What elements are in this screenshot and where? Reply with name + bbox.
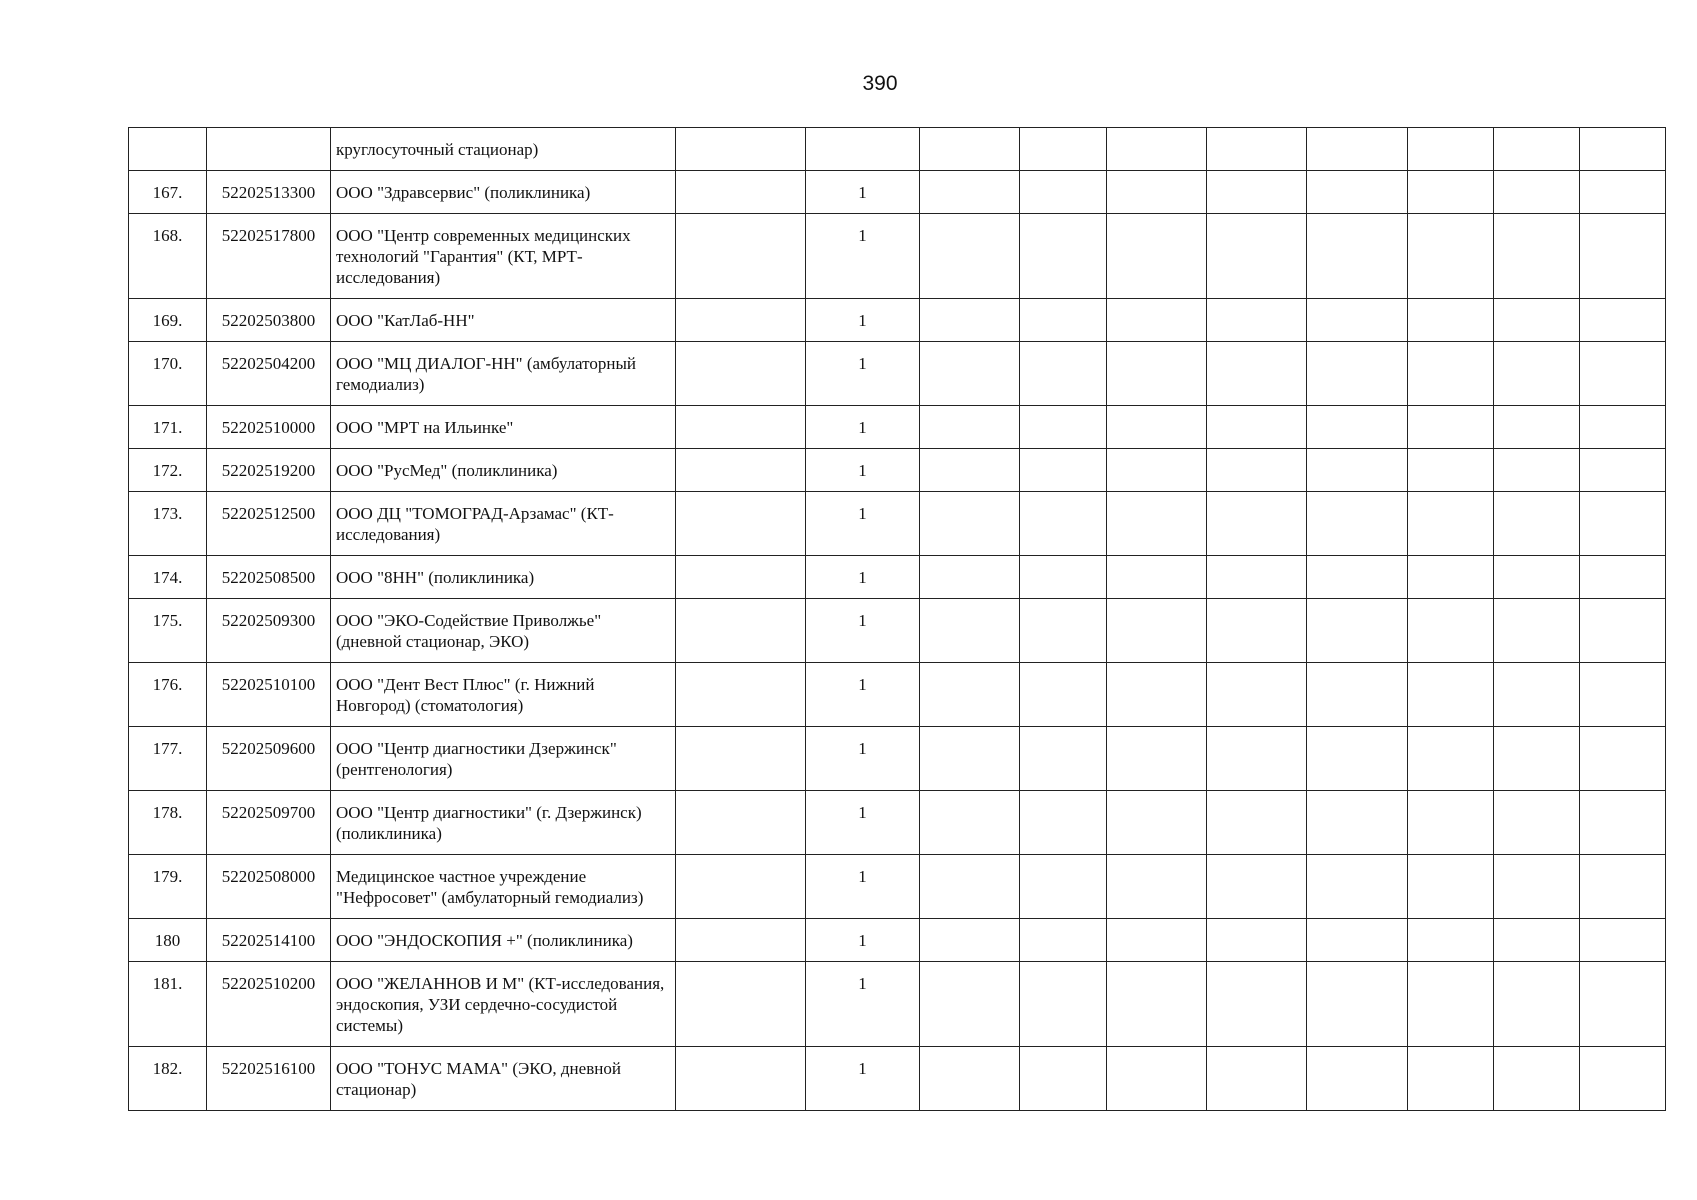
indicator-cell: 1 [806, 556, 920, 599]
empty-cell [1580, 406, 1666, 449]
empty-cell [676, 727, 806, 791]
empty-cell [920, 919, 1020, 962]
registry-code-cell: 52202503800 [207, 299, 331, 342]
empty-cell [1020, 599, 1107, 663]
registry-code-cell: 52202509300 [207, 599, 331, 663]
empty-cell [1307, 214, 1408, 299]
row-number-cell: 172. [129, 449, 207, 492]
table-row [129, 128, 1666, 171]
empty-cell [1408, 492, 1494, 556]
table-row [129, 299, 1666, 342]
empty-cell [1494, 663, 1580, 727]
empty-cell [1494, 791, 1580, 855]
row-number-cell: 167. [129, 171, 207, 214]
organization-name-cell: ООО "Дент Вест Плюс" (г. Нижний Новгород) (стоматология) [331, 663, 676, 727]
table-row [129, 214, 1666, 299]
empty-cell [1107, 962, 1207, 1047]
empty-cell [1580, 919, 1666, 962]
indicator-cell: 1 [806, 855, 920, 919]
row-number-cell: 181. [129, 962, 207, 1047]
empty-cell [1408, 449, 1494, 492]
registry-code-cell: 52202510200 [207, 962, 331, 1047]
row-number-cell: 175. [129, 599, 207, 663]
organization-name-cell: ООО "ЖЕЛАННОВ И М" (КТ-исследования, эндоскопия, УЗИ сердечно-сосудистой системы) [331, 962, 676, 1047]
empty-cell [1307, 727, 1408, 791]
empty-cell [1408, 599, 1494, 663]
empty-cell [1107, 1047, 1207, 1111]
organization-name-cell: ООО "ТОНУС МАМА" (ЭКО, дневной стационар) [331, 1047, 676, 1111]
empty-cell [1020, 1047, 1107, 1111]
empty-cell [1494, 599, 1580, 663]
empty-cell [1494, 727, 1580, 791]
empty-cell [1020, 791, 1107, 855]
indicator-cell: 1 [806, 1047, 920, 1111]
empty-cell [676, 171, 806, 214]
empty-cell [1580, 342, 1666, 406]
empty-cell [1107, 492, 1207, 556]
empty-cell [1494, 128, 1580, 171]
indicator-cell: 1 [806, 342, 920, 406]
empty-cell [1494, 556, 1580, 599]
empty-cell [1107, 406, 1207, 449]
organizations-table [128, 127, 1666, 1111]
registry-code-cell: 52202509700 [207, 791, 331, 855]
empty-cell [1494, 855, 1580, 919]
empty-cell [1307, 128, 1408, 171]
empty-cell [676, 492, 806, 556]
empty-cell [1494, 406, 1580, 449]
empty-cell [1494, 299, 1580, 342]
organization-name-cell: ООО "МЦ ДИАЛОГ-НН" (амбулаторный гемодиализ) [331, 342, 676, 406]
empty-cell [1207, 919, 1307, 962]
empty-cell [1107, 663, 1207, 727]
empty-cell [1307, 556, 1408, 599]
empty-cell [1580, 171, 1666, 214]
empty-cell [1307, 855, 1408, 919]
organization-name-cell: ООО "8НН" (поликлиника) [331, 556, 676, 599]
empty-cell [1408, 663, 1494, 727]
empty-cell [1408, 299, 1494, 342]
empty-cell [920, 406, 1020, 449]
table-row [129, 855, 1666, 919]
empty-cell [1207, 791, 1307, 855]
registry-code-cell: 52202504200 [207, 342, 331, 406]
empty-cell [1307, 171, 1408, 214]
empty-cell [676, 406, 806, 449]
empty-cell [1580, 663, 1666, 727]
empty-cell [1408, 962, 1494, 1047]
empty-cell [1494, 214, 1580, 299]
registry-code-cell: 52202513300 [207, 171, 331, 214]
empty-cell [1494, 171, 1580, 214]
empty-cell [1020, 449, 1107, 492]
organization-name-cell: ООО "Центр современных медицинских технологий "Гарантия" (КТ, МРТ-исследования) [331, 214, 676, 299]
empty-cell [920, 1047, 1020, 1111]
table-body [129, 128, 1666, 1111]
empty-cell [676, 128, 806, 171]
empty-cell [920, 855, 1020, 919]
empty-cell [1494, 1047, 1580, 1111]
empty-cell [1408, 791, 1494, 855]
registry-code-cell: 52202517800 [207, 214, 331, 299]
empty-cell [1580, 214, 1666, 299]
empty-cell [1207, 171, 1307, 214]
row-number-cell: 169. [129, 299, 207, 342]
empty-cell [1107, 128, 1207, 171]
table-row [129, 171, 1666, 214]
empty-cell [1408, 171, 1494, 214]
empty-cell [1307, 1047, 1408, 1111]
empty-cell [1408, 727, 1494, 791]
empty-cell [1207, 128, 1307, 171]
empty-cell [920, 727, 1020, 791]
empty-cell [1307, 791, 1408, 855]
empty-cell [1020, 727, 1107, 791]
organization-name-cell: ООО "МРТ на Ильинке" [331, 406, 676, 449]
empty-cell [1580, 299, 1666, 342]
empty-cell [920, 171, 1020, 214]
row-number-cell: 174. [129, 556, 207, 599]
empty-cell [1107, 171, 1207, 214]
registry-code-cell: 52202508500 [207, 556, 331, 599]
empty-cell [1494, 449, 1580, 492]
row-number-cell: 180 [129, 919, 207, 962]
empty-cell [1207, 962, 1307, 1047]
registry-code-cell: 52202516100 [207, 1047, 331, 1111]
empty-cell [1580, 855, 1666, 919]
empty-cell [1408, 855, 1494, 919]
empty-cell [920, 342, 1020, 406]
empty-cell [1207, 299, 1307, 342]
empty-cell [920, 556, 1020, 599]
empty-cell [1107, 727, 1207, 791]
empty-cell [1020, 342, 1107, 406]
empty-cell [1307, 663, 1408, 727]
indicator-cell: 1 [806, 449, 920, 492]
empty-cell [1307, 406, 1408, 449]
empty-cell [676, 299, 806, 342]
empty-cell [1020, 214, 1107, 299]
table-row [129, 556, 1666, 599]
table-row [129, 919, 1666, 962]
registry-code-cell: 52202510000 [207, 406, 331, 449]
empty-cell [1107, 855, 1207, 919]
empty-cell [920, 599, 1020, 663]
empty-cell [1494, 492, 1580, 556]
row-number-cell: 179. [129, 855, 207, 919]
organization-name-cell: ООО "Центр диагностики" (г. Дзержинск) (поликлиника) [331, 791, 676, 855]
organization-name-cell: Медицинское частное учреждение "Нефросовет" (амбулаторный гемодиализ) [331, 855, 676, 919]
empty-cell [676, 556, 806, 599]
row-number-cell: 168. [129, 214, 207, 299]
empty-cell [920, 791, 1020, 855]
empty-cell [1107, 919, 1207, 962]
empty-cell [1307, 599, 1408, 663]
empty-cell [676, 919, 806, 962]
indicator-cell: 1 [806, 492, 920, 556]
empty-cell [1580, 1047, 1666, 1111]
registry-code-cell: 52202509600 [207, 727, 331, 791]
empty-cell [1307, 299, 1408, 342]
row-number-cell: 173. [129, 492, 207, 556]
empty-cell [920, 128, 1020, 171]
empty-cell [676, 214, 806, 299]
empty-cell [1580, 599, 1666, 663]
table-row [129, 663, 1666, 727]
empty-cell [1020, 855, 1107, 919]
table-row [129, 727, 1666, 791]
empty-cell [1307, 919, 1408, 962]
empty-cell [1207, 556, 1307, 599]
registry-code-cell: 52202519200 [207, 449, 331, 492]
empty-cell [920, 663, 1020, 727]
table-row [129, 492, 1666, 556]
empty-cell [1107, 342, 1207, 406]
registry-code-cell [207, 128, 331, 171]
empty-cell [1020, 406, 1107, 449]
empty-cell [1020, 556, 1107, 599]
empty-cell [1494, 919, 1580, 962]
row-number-cell: 170. [129, 342, 207, 406]
empty-cell [1107, 299, 1207, 342]
empty-cell [1580, 962, 1666, 1047]
table-row [129, 1047, 1666, 1111]
registry-code-cell: 52202508000 [207, 855, 331, 919]
registry-code-cell: 52202512500 [207, 492, 331, 556]
empty-cell [676, 449, 806, 492]
empty-cell [1207, 342, 1307, 406]
empty-cell [1580, 727, 1666, 791]
empty-cell [1207, 406, 1307, 449]
indicator-cell: 1 [806, 919, 920, 962]
empty-cell [1020, 919, 1107, 962]
empty-cell [676, 791, 806, 855]
empty-cell [1494, 342, 1580, 406]
empty-cell [1207, 214, 1307, 299]
empty-cell [1408, 214, 1494, 299]
empty-cell [1020, 492, 1107, 556]
empty-cell [1020, 171, 1107, 214]
empty-cell [1307, 342, 1408, 406]
organization-name-cell: ООО "Центр диагностики Дзержинск" (рентгенология) [331, 727, 676, 791]
empty-cell [1408, 128, 1494, 171]
empty-cell [1307, 492, 1408, 556]
indicator-cell: 1 [806, 962, 920, 1047]
empty-cell [920, 449, 1020, 492]
indicator-cell: 1 [806, 663, 920, 727]
table-row [129, 406, 1666, 449]
empty-cell [1107, 214, 1207, 299]
empty-cell [1307, 962, 1408, 1047]
organization-name-cell: ООО "КатЛаб-НН" [331, 299, 676, 342]
empty-cell [1580, 492, 1666, 556]
indicator-cell [806, 128, 920, 171]
empty-cell [1408, 406, 1494, 449]
empty-cell [1107, 599, 1207, 663]
registry-code-cell: 52202510100 [207, 663, 331, 727]
indicator-cell: 1 [806, 791, 920, 855]
empty-cell [1408, 556, 1494, 599]
empty-cell [1580, 556, 1666, 599]
empty-cell [1408, 342, 1494, 406]
empty-cell [676, 663, 806, 727]
organization-name-cell: ООО "ЭНДОСКОПИЯ +" (поликлиника) [331, 919, 676, 962]
row-number-cell [129, 128, 207, 171]
row-number-cell: 182. [129, 1047, 207, 1111]
empty-cell [1408, 919, 1494, 962]
row-number-cell: 176. [129, 663, 207, 727]
indicator-cell: 1 [806, 599, 920, 663]
indicator-cell: 1 [806, 406, 920, 449]
indicator-cell: 1 [806, 299, 920, 342]
table-row [129, 342, 1666, 406]
empty-cell [1207, 492, 1307, 556]
empty-cell [1580, 791, 1666, 855]
empty-cell [1207, 449, 1307, 492]
empty-cell [920, 214, 1020, 299]
indicator-cell: 1 [806, 171, 920, 214]
organization-name-cell: круглосуточный стационар) [331, 128, 676, 171]
empty-cell [676, 962, 806, 1047]
empty-cell [1207, 1047, 1307, 1111]
page-number: 390 [862, 72, 898, 95]
empty-cell [1580, 128, 1666, 171]
empty-cell [1207, 855, 1307, 919]
table-row [129, 962, 1666, 1047]
empty-cell [920, 492, 1020, 556]
row-number-cell: 171. [129, 406, 207, 449]
empty-cell [1207, 599, 1307, 663]
empty-cell [1107, 791, 1207, 855]
empty-cell [1207, 663, 1307, 727]
row-number-cell: 178. [129, 791, 207, 855]
organization-name-cell: ООО "ЭКО-Содействие Приволжье" (дневной стационар, ЭКО) [331, 599, 676, 663]
empty-cell [920, 299, 1020, 342]
registry-code-cell: 52202514100 [207, 919, 331, 962]
empty-cell [676, 342, 806, 406]
organization-name-cell: ООО "РусМед" (поликлиника) [331, 449, 676, 492]
empty-cell [1580, 449, 1666, 492]
empty-cell [1020, 299, 1107, 342]
empty-cell [1107, 556, 1207, 599]
empty-cell [1020, 962, 1107, 1047]
empty-cell [676, 1047, 806, 1111]
empty-cell [676, 855, 806, 919]
empty-cell [1020, 663, 1107, 727]
empty-cell [1107, 449, 1207, 492]
empty-cell [676, 599, 806, 663]
table-row [129, 599, 1666, 663]
table-row [129, 449, 1666, 492]
empty-cell [1207, 727, 1307, 791]
organization-name-cell: ООО "Здравсервис" (поликлиника) [331, 171, 676, 214]
empty-cell [1408, 1047, 1494, 1111]
empty-cell [1494, 962, 1580, 1047]
empty-cell [1307, 449, 1408, 492]
organization-name-cell: ООО ДЦ "ТОМОГРАД-Арзамас" (КТ-исследования) [331, 492, 676, 556]
empty-cell [920, 962, 1020, 1047]
row-number-cell: 177. [129, 727, 207, 791]
indicator-cell: 1 [806, 727, 920, 791]
empty-cell [1020, 128, 1107, 171]
indicator-cell: 1 [806, 214, 920, 299]
table-row [129, 791, 1666, 855]
